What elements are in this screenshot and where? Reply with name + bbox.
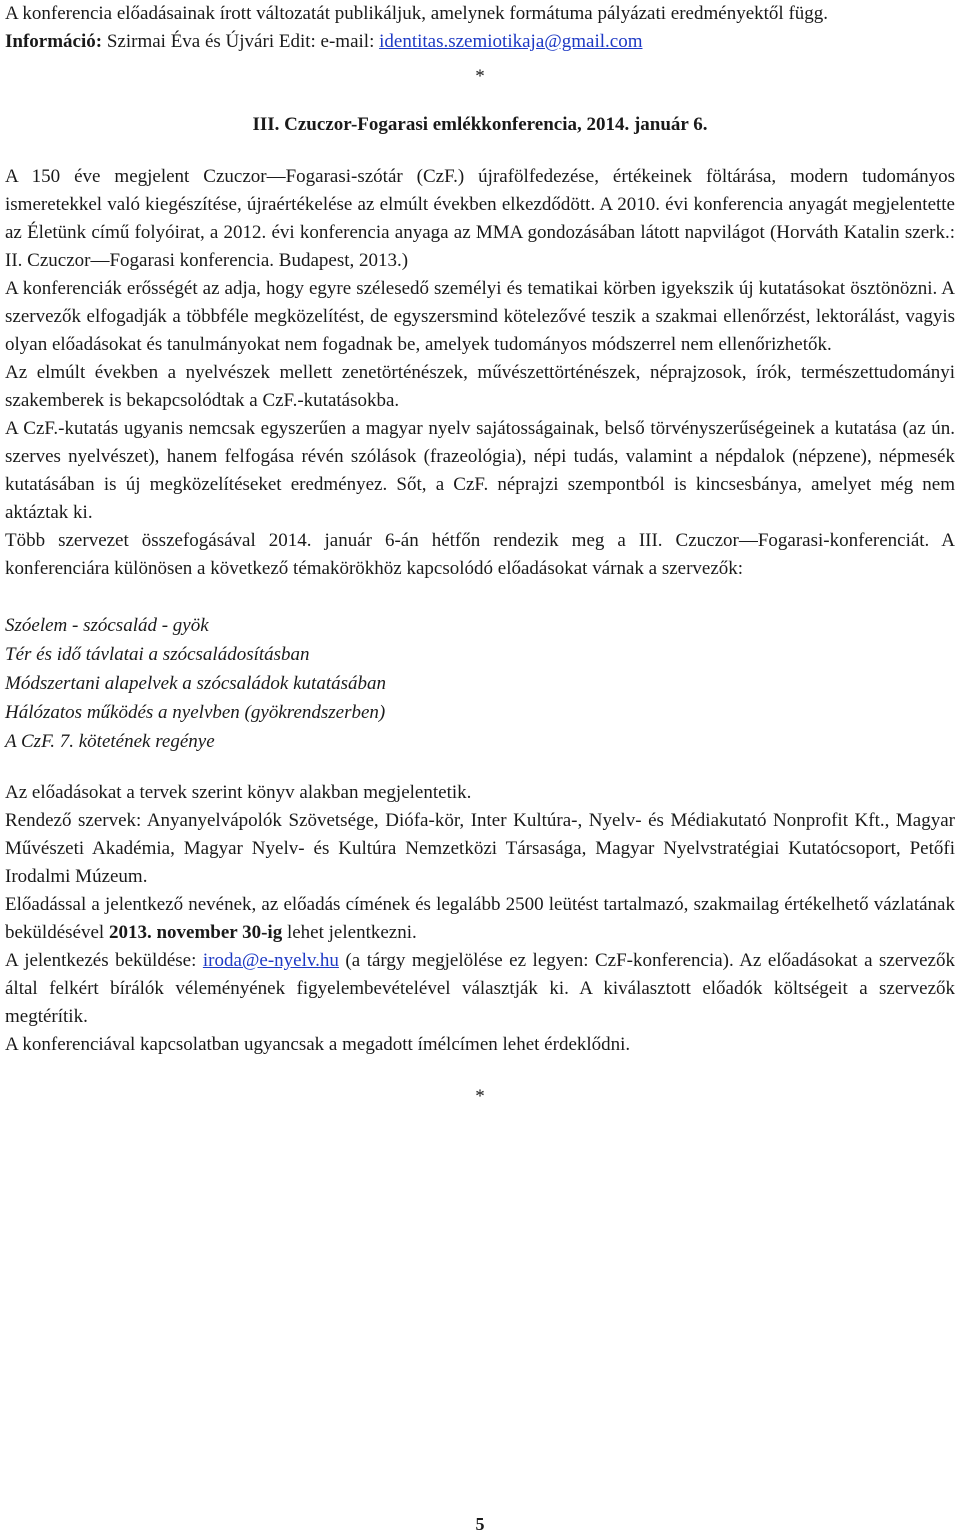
topic-item: Hálózatos működés a nyelvben (gyökrendszerben) (5, 702, 386, 723)
separator-star: * (475, 66, 485, 87)
paragraph-application (5, 891, 955, 947)
paragraph-strengths: A konferenciák erősségét az adja, hogy egyre szélesedő személyi és tematikai körben igyekszik új kutatásokat ösztönözni. A szervezők elfogadják a többféle megközelítést, de egyszersmind kötelezővé teszik a szakmai ellenőrzést, lektorálást, vagyis olyan előadásokat és tanulmányokat nem fogadnak be, amelyek tudományos módszerrel nem ellenőrizhetők. (5, 278, 955, 355)
conference-heading: III. Czuczor-Fogarasi emlékkonferencia, 2014. január 6. (252, 114, 708, 135)
application-deadline: 2013. november 30-ig (108, 922, 283, 943)
page-number: 5 (475, 1514, 485, 1534)
paragraph-contact: A konferenciával kapcsolatban ugyancsak a megadott ímélcímen lehet érdeklődni. (5, 1034, 631, 1055)
paragraph-history: A 150 éve megjelent Czuczor—Fogarasi-szótár (CzF.) újrafölfedezése, értékeinek föltárása, modern tudományos ismeretekkel való kiegészítése, újraértékelése az elmúlt években elkezdődött. A 2010. évi konferencia anyagát megjelentette az Életünk című folyóirat, a 2012. évi konferencia anyaga az MMA gondozásában látott napvilágot (Horváth Katalin szerk.: II. Czuczor—Fogarasi konferencia. Budapest, 2013.) (5, 166, 955, 271)
intro-text: A konferencia előadásainak írott változatát publikáljuk, amelynek formátuma pályázati eredményektől függ. (5, 3, 829, 24)
application-end: lehet jelentkezni. (282, 922, 417, 943)
paragraph-submission (5, 947, 955, 1031)
topic-item: Szóelem - szócsalád - gyök (5, 615, 209, 636)
application-text: Előadással a jelentkező nevének, az előadás címének és legalább 2500 leütést tartalmazó, szakmailag értékelhető vázlatának beküldésével (5, 894, 955, 943)
paragraph-participants: Az elmúlt években a nyelvészek mellett zenetörténészek, művészettörténészek, néprajzosok, írók, természettudományi szakemberek is bekapcsolódtak a CzF.-kutatásokba. (5, 362, 955, 411)
paragraph-organizers-call: Több szervezet összefogásával 2014. január 6-án hétfőn rendezik meg a III. Czuczor—Fogarasi-konferenciát. A konferenciára különösen a következő témakörökhöz kapcsolódó előadásokat várnak a szervezők: (5, 530, 955, 579)
topic-item: Módszertani alapelvek a szócsaládok kutatásában (5, 673, 387, 694)
document-page (5, 0, 955, 1111)
paragraph-organizing-bodies: Rendező szervek: Anyanyelvápolók Szövetsége, Diófa-kör, Inter Kultúra-, Nyelv- és Médiakutató Nonprofit Kft., Magyar Művészeti Akadémia, Magyar Nyelv- és Kultúra Nemzetközi Társasága, Magyar Nyelvstratégiai Kutatócsoport, Petőfi Irodalmi Múzeum. (5, 810, 955, 887)
topic-item: A CzF. 7. kötetének regénye (5, 731, 215, 752)
info-label: Információ: (5, 31, 103, 52)
topic-list (5, 611, 955, 756)
info-text: Szirmai Éva és Újvári Edit: e-mail: (102, 31, 380, 52)
topic-item: Tér és idő távlatai a szócsaládosításban (5, 644, 310, 665)
paragraph-research: A CzF.-kutatás ugyanis nemcsak egyszerűen a magyar nyelv sajátosságainak, belső törvényszerűségeinek a kutatása (az ún. szerves nyelvészet), hanem felfogása révén szólások (frazeológia), népi tudás, valamint a népdalok (népzene), népmesék kutatásában is új megközelítéseket eredményez. Sőt, a CzF. néprajzi szempontból is kincsesbánya, amelyet még nem aktáztak ki. (5, 418, 955, 523)
submission-text: A jelentkezés beküldése: (5, 950, 203, 971)
paragraph-publication: Az előadásokat a tervek szerint könyv alakban megjelentetik. (5, 782, 472, 803)
intro-paragraph (5, 0, 955, 56)
separator-star: * (475, 1086, 485, 1107)
submission-email-link[interactable]: iroda@e-nyelv.hu (202, 950, 339, 971)
submission-end: (a tárgy megjelölése ez legyen: CzF-konferencia). Az előadásokat a szervezők által felkért bírálók véleményének figyelembevételével választják ki. A kiválasztott előadók költségeit a szervezők megtérítik. (5, 950, 955, 1027)
info-email-link[interactable]: identitas.szemiotikaja@gmail.com (379, 31, 643, 52)
